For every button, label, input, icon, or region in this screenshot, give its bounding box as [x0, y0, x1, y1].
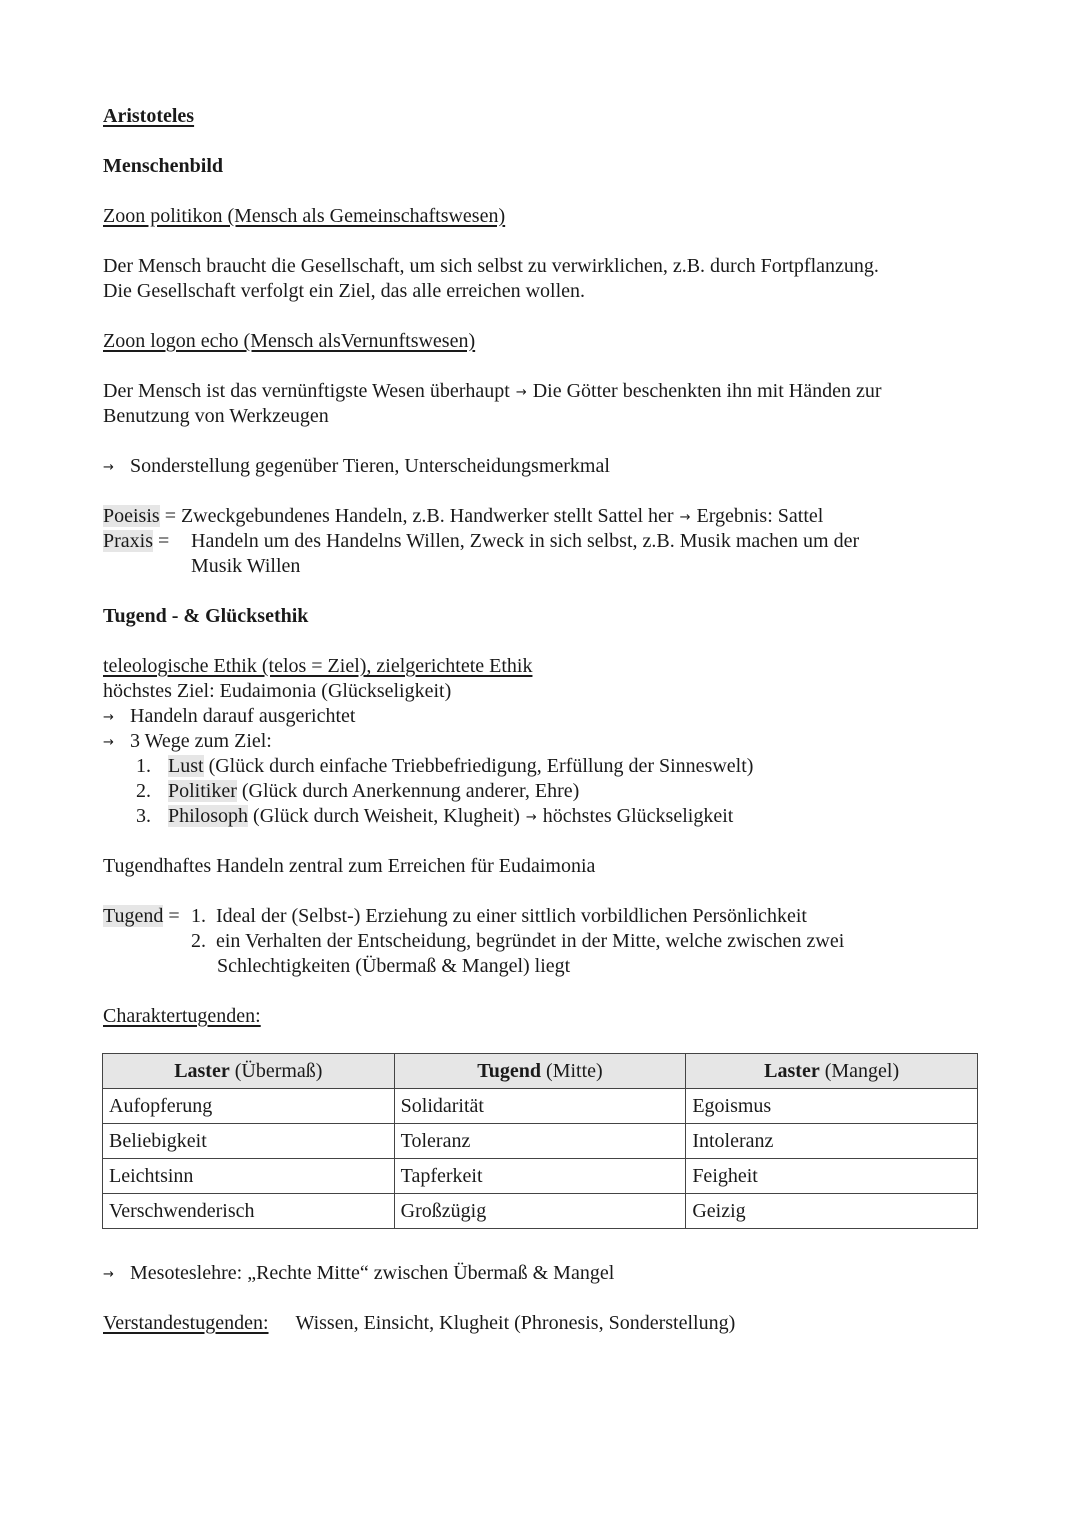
right-arrow-icon: → [103, 1267, 114, 1282]
text-part: = Zweckgebundenes Handeln, z.B. Handwerker stellt Sattel her [159, 505, 674, 527]
arrow-line [103, 704, 355, 730]
highlighted-term: Poeisis [103, 505, 160, 527]
text-part: höchstes Glückseligkeit [542, 805, 734, 827]
header-bold: Tugend [477, 1060, 542, 1082]
definition-item [191, 904, 807, 929]
right-arrow-icon: → [103, 710, 114, 725]
text-part: (Glück durch Weisheit, Klugheit) [248, 805, 520, 827]
list-number: 1. [191, 905, 206, 927]
table-cell: Solidarität [394, 1089, 686, 1124]
list-item [136, 804, 733, 830]
table-cell: Tapferkeit [394, 1159, 686, 1194]
table-cell: Aufopferung [103, 1089, 395, 1124]
header-rest: (Mangel) [819, 1060, 900, 1082]
text-part: Sonderstellung gegenüber Tieren, Unterscheidungsmerkmal [130, 455, 610, 477]
subheading-zoon-politikon: Zoon politikon (Mensch als Gemeinschaftswesen) [103, 205, 506, 227]
right-arrow-icon: → [103, 460, 114, 475]
text-part: Die Götter beschenkten ihn mit Händen zur [532, 380, 882, 402]
text-part: Der Mensch ist das vernünftigste Wesen überhaupt [103, 380, 510, 402]
table-row [103, 1159, 978, 1194]
arrow-line [103, 729, 272, 755]
table-row [103, 1089, 978, 1124]
header-bold: Laster [174, 1060, 230, 1082]
definition-praxis [103, 529, 169, 554]
list-number: 1. [136, 755, 151, 777]
table-header [394, 1054, 686, 1089]
paragraph-line: höchstes Ziel: Eudaimonia (Glückseligkeit) [103, 680, 452, 702]
list-number: 3. [136, 805, 151, 827]
table-cell: Geizig [686, 1194, 978, 1229]
table-cell: Toleranz [394, 1124, 686, 1159]
table-cell: Leichtsinn [103, 1159, 395, 1194]
text-part: ein Verhalten der Entscheidung, begründet in der Mitte, welche zwischen zwei [216, 930, 845, 952]
header-rest: (Mitte) [541, 1060, 603, 1082]
highlighted-term: Tugend [103, 905, 164, 927]
table-header [686, 1054, 978, 1089]
list-item [136, 754, 753, 779]
paragraph-line [103, 379, 882, 405]
right-arrow-icon: → [525, 810, 537, 825]
arrow-line [103, 454, 610, 480]
text-part: Mesoteslehre: „Rechte Mitte“ zwischen Übermaß & Mangel [130, 1262, 615, 1284]
virtues-table [102, 1053, 978, 1229]
subheading-teleologische-ethik: teleologische Ethik (telos = Ziel), zielgerichtete Ethik [103, 655, 533, 677]
text-part: = [153, 530, 170, 552]
subheading-zoon-logon: Zoon logon echo (Mensch alsVernunftswesen) [103, 330, 476, 352]
text-part: = [163, 905, 180, 927]
header-bold: Laster [764, 1060, 820, 1082]
right-arrow-icon: → [679, 510, 691, 525]
paragraph-line: Musik Willen [191, 555, 301, 577]
section-heading-ethik: Tugend - & Glücksethik [103, 605, 309, 627]
highlighted-term: Lust [168, 755, 204, 777]
text-part: Handeln darauf ausgerichtet [130, 705, 356, 727]
text-part: (Glück durch einfache Triebbefriedigung, Erfüllung der Sinneswelt) [203, 755, 754, 777]
right-arrow-icon: → [515, 385, 527, 400]
text-part: Ergebnis: Sattel [696, 505, 824, 527]
arrow-line [103, 1261, 614, 1287]
text-part: 3 Wege zum Ziel: [130, 730, 272, 752]
verstandestugenden-line [103, 1311, 735, 1336]
header-rest: (Übermaß) [229, 1060, 323, 1082]
paragraph-line: Die Gesellschaft verfolgt ein Ziel, das alle erreichen wollen. [103, 280, 586, 302]
paragraph-line: Schlechtigkeiten (Übermaß & Mangel) liegt [217, 955, 571, 977]
section-heading-menschenbild: Menschenbild [103, 155, 224, 177]
text-part: Wissen, Einsicht, Klugheit (Phronesis, Sonderstellung) [295, 1312, 736, 1334]
table-cell: Feigheit [686, 1159, 978, 1194]
paragraph-line: Der Mensch braucht die Gesellschaft, um sich selbst zu verwirklichen, z.B. durch Fortpflanzung. [103, 255, 879, 277]
table-cell: Verschwenderisch [103, 1194, 395, 1229]
page-title: Aristoteles [103, 105, 195, 127]
paragraph-line: Tugendhaftes Handeln zentral zum Erreichen für Eudaimonia [103, 855, 596, 877]
paragraph-line: Handeln um des Handelns Willen, Zweck in sich selbst, z.B. Musik machen um der [191, 530, 860, 552]
table-header-row [103, 1054, 978, 1089]
table-cell: Egoismus [686, 1089, 978, 1124]
table-row [103, 1124, 978, 1159]
highlighted-term: Praxis [103, 530, 153, 552]
definition-poeisis [103, 504, 823, 530]
table-cell: Großzügig [394, 1194, 686, 1229]
list-number: 2. [136, 780, 151, 802]
text-part: (Glück durch Anerkennung anderer, Ehre) [236, 780, 580, 802]
subheading-charaktertugenden: Charaktertugenden: [103, 1005, 261, 1027]
definition-tugend [103, 904, 180, 929]
table-row [103, 1194, 978, 1229]
table-cell: Intoleranz [686, 1124, 978, 1159]
definition-item [191, 929, 844, 954]
text-part: Ideal der (Selbst-) Erziehung zu einer sittlich vorbildlichen Persönlichkeit [216, 905, 807, 927]
list-item [136, 779, 579, 804]
paragraph-line: Benutzung von Werkzeugen [103, 405, 329, 427]
highlighted-term: Philosoph [168, 805, 249, 827]
table-header [103, 1054, 395, 1089]
subheading-verstandestugenden: Verstandestugenden: [103, 1312, 269, 1334]
right-arrow-icon: → [103, 735, 114, 750]
list-number: 2. [191, 930, 206, 952]
table-cell: Beliebigkeit [103, 1124, 395, 1159]
highlighted-term: Politiker [168, 780, 237, 802]
